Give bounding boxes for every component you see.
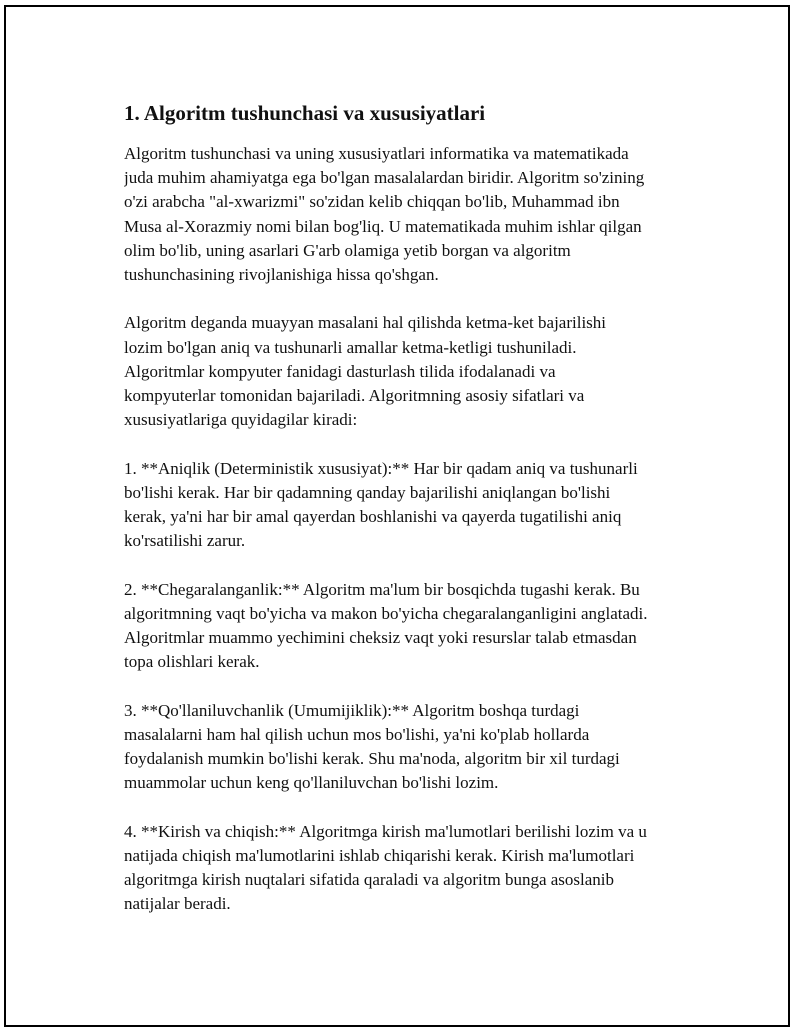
- document-title: 1. Algoritm tushunchasi va xususiyatlari: [124, 101, 486, 125]
- paragraph-line: 3. **Qo'llaniluvchanlik (Umumijiklik):** Algoritm boshqa turdagi: [124, 700, 580, 720]
- paragraph-line: xususiyatlariga quyidagilar kiradi:: [124, 410, 358, 430]
- document-body: [124, 95, 700, 916]
- paragraph-line: algoritmga kirish nuqtalari sifatida qaraladi va algoritm bunga asoslanib: [124, 870, 615, 890]
- paragraph-line: natijada chiqish ma'lumotlarini ishlab chiqarishi kerak. Kirish ma'lumotlari: [124, 845, 635, 865]
- paragraph-1: [124, 142, 700, 287]
- paragraph-line: Musa al-Xorazmiy nomi bilan bog'liq. U matematikada muhim ishlar qilgan: [124, 216, 642, 236]
- paragraph-line: Algoritm deganda muayyan masalani hal qilishda ketma-ket bajarilishi: [124, 313, 607, 333]
- paragraph-line: masalalarni ham hal qilish uchun mos bo'lishi, ya'ni ko'plab hollarda: [124, 724, 590, 744]
- paragraph-4: [124, 578, 700, 675]
- paragraph-line: lozim bo'lgan aniq va tushunarli amallar ketma-ketligi tushuniladi.: [124, 337, 577, 357]
- paragraph-line: natijalar beradi.: [124, 894, 231, 914]
- paragraph-line: juda muhim ahamiyatga ega bo'lgan masalalardan biridir. Algoritm so'zining: [124, 168, 645, 188]
- paragraph-line: bo'lishi kerak. Har bir qadamning qanday bajarilishi aniqlangan bo'lishi: [124, 482, 611, 502]
- paragraph-line: foydalanish mumkin bo'lishi kerak. Shu ma'noda, algoritm bir xil turdagi: [124, 749, 620, 769]
- paragraph-line: topa olishlari kerak.: [124, 652, 260, 672]
- paragraph-line: tushunchasining rivojlanishiga hissa qo'shgan.: [124, 265, 439, 285]
- paragraph-3: [124, 457, 700, 554]
- paragraph-gap: [124, 674, 700, 698]
- paragraph-5: [124, 699, 700, 796]
- paragraph-line: muammolar uchun keng qo'llaniluvchan bo'lishi lozim.: [124, 773, 499, 793]
- paragraph-line: kompyuterlar tomonidan bajariladi. Algoritmning asosiy sifatlari va: [124, 386, 585, 406]
- paragraph-line: kerak, ya'ni har bir amal qayerdan boshlanishi va qayerda tugatilishi aniq: [124, 507, 622, 527]
- paragraph-line: Algoritmlar kompyuter fanidagi dasturlash tilida ifodalanadi va: [124, 361, 556, 381]
- paragraph-line: olim bo'lib, uning asarlari G'arb olamiga yetib borgan va algoritm: [124, 240, 571, 260]
- paragraph-gap: [124, 287, 700, 311]
- paragraph-gap: [124, 553, 700, 577]
- paragraph-6: [124, 820, 700, 917]
- paragraph-line: 2. **Chegaralanganlik:** Algoritm ma'lum bir bosqichda tugashi kerak. Bu: [124, 579, 640, 599]
- paragraph-gap: [124, 432, 700, 456]
- paragraph-list: [124, 142, 700, 916]
- paragraph-line: 1. **Aniqlik (Deterministik xususiyat):** Har bir qadam aniq va tushunarli: [124, 458, 638, 478]
- paragraph-line: Algoritmlar muammo yechimini cheksiz vaqt yoki resurslar talab etmasdan: [124, 628, 637, 648]
- page-frame: [4, 5, 790, 1027]
- paragraph-gap: [124, 795, 700, 819]
- paragraph-line: 4. **Kirish va chiqish:** Algoritmga kirish ma'lumotlari berilishi lozim va u: [124, 821, 647, 841]
- paragraph-line: Algoritm tushunchasi va uning xususiyatlari informatika va matematikada: [124, 144, 629, 163]
- paragraph-line: algoritmning vaqt bo'yicha va makon bo'yicha chegaralanganligini anglatadi.: [124, 603, 648, 623]
- paragraph-line: o'zi arabcha "al-xwarizmi" so'zidan kelib chiqqan bo'lib, Muhammad ibn: [124, 192, 620, 212]
- paragraph-2: [124, 311, 700, 432]
- paragraph-line: ko'rsatilishi zarur.: [124, 531, 246, 551]
